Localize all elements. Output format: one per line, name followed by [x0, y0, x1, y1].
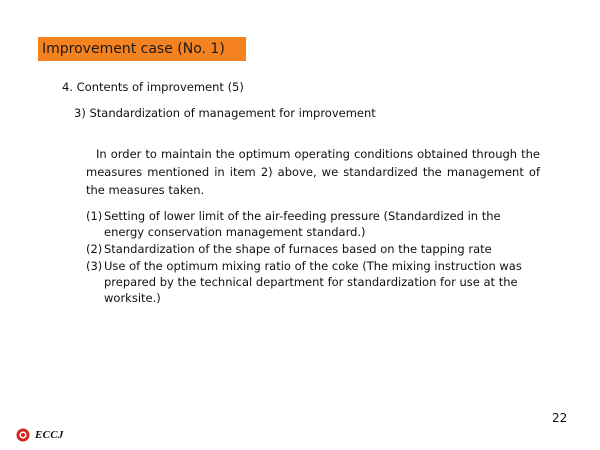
logo-text: ECCJ: [35, 429, 64, 441]
sub-heading: 3) Standardization of management for improvement: [74, 106, 376, 120]
section-heading: 4. Contents of improvement (5): [62, 80, 244, 94]
list-item: [86, 241, 540, 257]
list-item-text: Standardization of the shape of furnaces based on the tapping rate: [104, 242, 492, 256]
list-item-number: (1): [86, 209, 103, 223]
list-item-text: Setting of lower limit of the air-feeding pressure (Standardized in the energy conservation management standard.): [104, 209, 501, 239]
slide-title-banner: [38, 37, 246, 61]
list-item-text: Use of the optimum mixing ratio of the coke (The mixing instruction was prepared by the technical department for standardization for use at the worksite.): [104, 259, 522, 305]
measures-list: [86, 208, 540, 307]
eccj-logo: [16, 428, 64, 442]
list-item: [86, 208, 540, 240]
eccj-logo-icon: [16, 428, 30, 442]
page-number: 22: [552, 411, 568, 425]
body-paragraph: In order to maintain the optimum operating conditions obtained through the measures mentioned in item 2) above, we standardized the management of the measures taken.: [86, 147, 540, 197]
list-item-number: (2): [86, 242, 103, 256]
list-item-number: (3): [86, 259, 103, 273]
list-item: [86, 258, 540, 306]
slide-title: Improvement case (No. 1): [42, 41, 225, 57]
